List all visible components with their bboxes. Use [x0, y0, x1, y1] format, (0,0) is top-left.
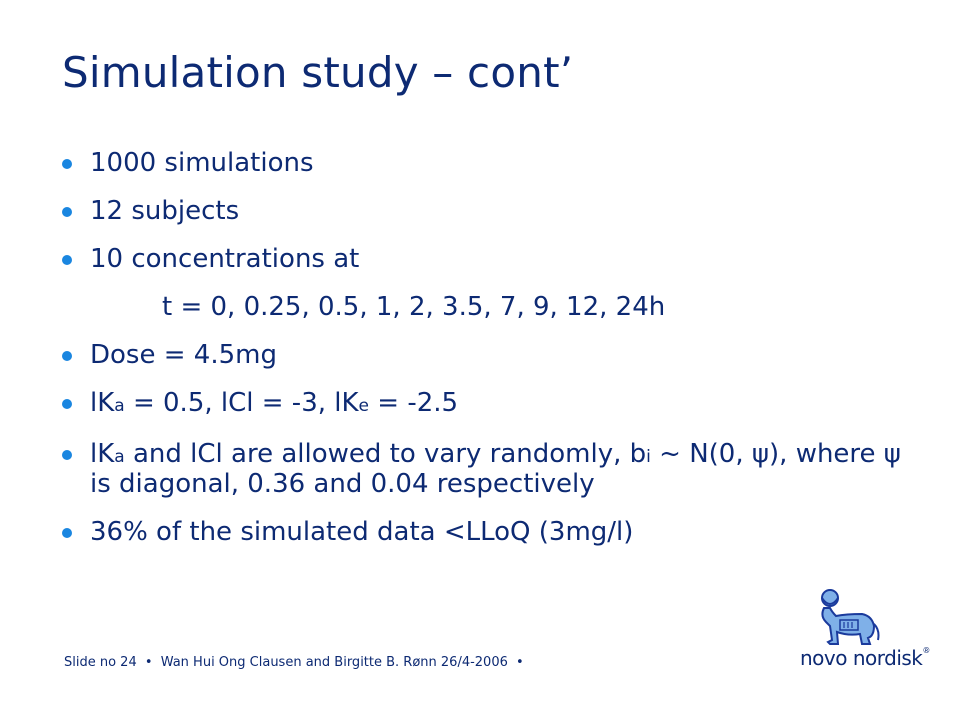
footer-separator: •: [144, 655, 153, 670]
slide-title: Simulation study – cont’: [62, 48, 574, 97]
bullet-text-part: = 0.5, lCl = -3, lK: [124, 388, 359, 418]
bullet-list: [62, 150, 922, 567]
bullet-parameters: [62, 390, 922, 420]
bullet-dot: [62, 528, 72, 538]
brand-name: novo nordisk: [800, 646, 923, 670]
bullet-text: 1000 simulations: [90, 148, 314, 178]
bullet-dose: [62, 342, 922, 369]
bullet-dot: [62, 159, 72, 169]
bullet-text: Dose = 4.5mg: [90, 340, 277, 370]
bullet-text: 36% of the simulated data <LLoQ (3mg/l): [90, 517, 634, 547]
subscript: e: [358, 396, 370, 416]
subscript: a: [114, 396, 125, 416]
registered-mark: ®: [922, 646, 930, 655]
bullet-dot: [62, 351, 72, 361]
bullet-dot: [62, 207, 72, 217]
bullet-dot: [62, 255, 72, 265]
bullet-text-part: = -2.5: [369, 388, 459, 418]
bullet-text: 10 concentrations at: [90, 244, 360, 274]
bullet-simulations: [62, 150, 922, 177]
bullet-subjects: [62, 198, 922, 225]
slide-number: Slide no 24: [64, 655, 137, 670]
bullet-text-part: lK: [90, 439, 115, 469]
bullet-text-part: lK: [90, 388, 115, 418]
bullet-lloq: [62, 519, 922, 546]
bullet-dot: [62, 450, 72, 460]
bullet-random-effects: [62, 441, 922, 498]
time-points-line: t = 0, 0.25, 0.5, 1, 2, 3.5, 7, 9, 12, 24h: [162, 292, 666, 322]
bullet-concentrations: [62, 246, 922, 273]
brand-logo: [800, 646, 930, 670]
footer-authors: Wan Hui Ong Clausen and Birgitte B. Rønn 26/4-2006: [160, 655, 508, 670]
bullet-dot: [62, 399, 72, 409]
slide-footer: [64, 655, 528, 670]
bullet-text-part: and lCl are allowed to vary randomly, b: [124, 439, 647, 469]
bullet-text-part: ~ N(0, ψ), where ψ is diagonal, 0.36 and 0.04 respectively: [90, 439, 901, 499]
footer-separator: •: [516, 655, 524, 670]
bullet-text: 12 subjects: [90, 196, 240, 226]
subscript: i: [646, 447, 651, 467]
subscript: a: [114, 447, 125, 467]
